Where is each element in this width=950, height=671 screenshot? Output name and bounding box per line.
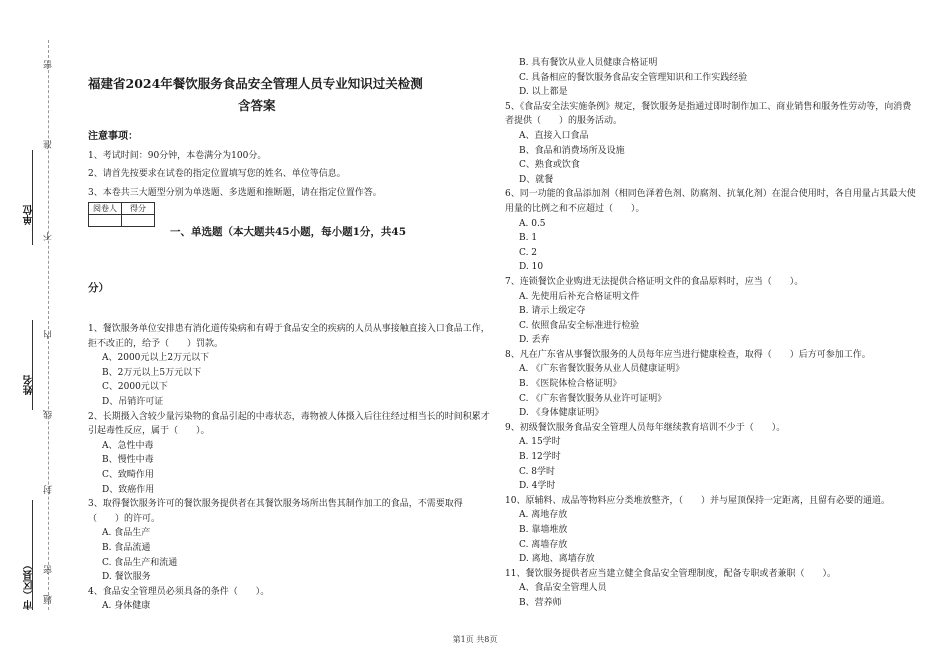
question-option: A、急性中毒 <box>102 440 154 451</box>
seal-char: 准 <box>44 140 54 149</box>
question-option: D、吊销许可证 <box>102 396 164 407</box>
question-item <box>505 100 920 188</box>
exam-title-suffix: 含答案 <box>238 98 276 113</box>
question-option: A、食品安全管理人员 <box>519 583 607 594</box>
question-option: D. 10 <box>519 262 544 273</box>
right-question-list <box>505 56 920 611</box>
question-item <box>505 494 920 567</box>
notice-item: 1、考试时间：90分钟，本卷满分为100分。 <box>88 150 267 161</box>
question-option: A. 《广东省餐饮服务从业人员健康证明》 <box>519 364 685 375</box>
question-text: 4、食品安全管理员必须具备的条件（ ）。 <box>88 586 270 597</box>
field-underline-unit <box>32 150 33 245</box>
question-option: D. 以上都是 <box>519 87 568 98</box>
question-option: D. 《身体健康证明》 <box>519 408 604 419</box>
seal-char: 内 <box>44 330 54 339</box>
question-option: C、2000元以下 <box>102 382 168 393</box>
question-text: 8、凡在广东省从事餐饮服务的人员每年应当进行健康检查，取得（ ）后方可参加工作。 <box>505 349 871 360</box>
binding-margin <box>0 0 80 671</box>
question-option: B、食品和消费场所及设施 <box>519 145 625 156</box>
exam-title: 福建省2024年餐饮服务食品安全管理人员专业知识过关检测 <box>88 76 423 91</box>
question-option: C. 离墙存放 <box>519 539 568 550</box>
seal-char-top: 密 <box>44 60 54 69</box>
question-item <box>505 421 920 494</box>
seal-char: 线 <box>44 410 54 419</box>
question-option: B. 具有餐饮从业人员健康合格证明 <box>519 58 658 68</box>
field-underline-district <box>32 500 33 610</box>
question-option: A. 离地存放 <box>519 510 568 521</box>
section-heading-tail: 分） <box>88 282 109 294</box>
question-option: C、致畸作用 <box>102 469 154 480</box>
left-question-list <box>88 322 490 614</box>
question-item <box>88 410 490 498</box>
section-heading: 一、单选题（本大题共45小题，每小题1分，共45 <box>170 226 407 238</box>
question-option: D. 离地、离墙存放 <box>519 554 595 565</box>
question-text: 6、同一功能的食品添加剂（相同色泽着色剂、防腐剂、抗氧化剂）在混合使用时，各自用量占其最大使用量的比例之和不应超过（ ）。 <box>505 189 916 214</box>
question-item <box>88 322 490 410</box>
question-option: C. 2 <box>519 247 538 258</box>
question-option: C. 8学时 <box>519 466 556 477</box>
score-table-cell-grader[interactable] <box>89 215 122 227</box>
question-option: A. 先使用后补充合格证明文件 <box>519 291 640 302</box>
question-item <box>88 497 490 585</box>
question-option: D. 餐饮服务 <box>102 572 151 583</box>
question-text: 11、餐饮服务提供者应当建立健全食品安全管理制度，配备专职或者兼职（ ）。 <box>505 568 836 579</box>
question-text: 7、连锁餐饮企业购进无法提供合格证明文件的食品原料时，应当（ ）。 <box>505 276 804 287</box>
question-item <box>88 585 490 614</box>
question-text: 5、《食品安全法实施条例》规定，餐饮服务是指通过即时制作加工、商业销售和服务性劳动等，向消费者提供（ ）的服务活动。 <box>505 101 912 127</box>
seal-char: 封 <box>44 485 54 494</box>
question-option: B. 1 <box>519 233 538 244</box>
question-text: 9、初级餐饮服务食品安全管理人员每年继续教育培训不少于（ ）。 <box>505 422 786 433</box>
question-option: B. 12学时 <box>519 452 561 463</box>
question-option: B、营养师 <box>519 597 562 608</box>
field-label-district: 市（区县） <box>24 560 35 610</box>
score-table-header-grader: 阅卷人 <box>89 203 122 215</box>
question-option: D、就餐 <box>519 174 554 185</box>
question-option: A. 15学时 <box>519 437 561 448</box>
field-underline-name <box>32 320 33 410</box>
field-label-unit: 单位 <box>24 205 35 225</box>
question-option: D、致癌作用 <box>102 484 155 495</box>
question-option: A. 身体健康 <box>102 601 151 612</box>
question-option: D. 丢弃 <box>519 335 550 346</box>
question-option: B. 请示上级定夺 <box>519 306 586 317</box>
seal-char: 密 <box>44 565 54 574</box>
question-option: A. 食品生产 <box>102 528 151 539</box>
question-option: B. 食品流通 <box>102 542 151 553</box>
score-table <box>88 202 155 227</box>
notice-heading: 注意事项： <box>88 131 138 142</box>
question-option: A、2000元以上2万元以下 <box>102 353 210 364</box>
question-option: B、慢性中毒 <box>102 455 154 466</box>
exam-header <box>88 74 490 200</box>
question-option: A. 0.5 <box>519 218 546 229</box>
question-item <box>505 567 920 611</box>
binding-dashed-line <box>48 40 49 610</box>
page-number: 第1页 共8页 <box>452 635 498 644</box>
question-text: 1、餐饮服务单位安排患有消化道传染病和有碍于食品安全的疾病的人员从事接触直接入口食品工作，拒不改正的，给予（ ）罚款。 <box>88 324 490 349</box>
score-table-cell-score[interactable] <box>122 215 155 227</box>
seal-char: 题 <box>44 595 54 604</box>
question-option: C. 具备相应的餐饮服务食品安全管理知识和工作实践经验 <box>519 72 748 83</box>
notice-item: 2、请首先按要求在试卷的指定位置填写您的姓名、单位等信息。 <box>88 169 346 180</box>
question-item <box>505 348 920 421</box>
question-option: C、熟食或饮食 <box>519 160 580 171</box>
question-option: C. 《广东省餐饮服务从业许可证明》 <box>519 393 667 404</box>
notice-item: 3、本卷共三大题型分别为单选题、多选题和推断题，请在指定位置作答。 <box>88 187 382 198</box>
field-label-name: 姓名 <box>24 375 35 395</box>
question-option: C. 依照食品安全标准进行检验 <box>519 320 640 331</box>
question-option: C. 食品生产和流通 <box>102 557 178 568</box>
question-option: B. 靠墙堆放 <box>519 525 568 535</box>
question-item <box>505 275 920 348</box>
question-text: 10、原辅料、成品等物料应分类堆放整齐，（ ）并与屋顶保持一定距离，且留有必要的通道。 <box>505 495 890 506</box>
score-table-header-score: 得分 <box>122 203 155 215</box>
question-option: B. 《医院体检合格证明》 <box>519 379 622 390</box>
question-option: A、直接入口食品 <box>519 130 589 141</box>
question-item <box>505 187 920 275</box>
question-text: 3、取得餐饮服务许可的餐饮服务提供者在其餐饮服务场所出售其制作加工的食品，不需要取得（ ）的许可。 <box>88 499 463 524</box>
seal-char: 不 <box>44 232 54 241</box>
question-text: 2、长期摄入含较少量污染物的食品引起的中毒状态，毒物被人体摄入后往往经过相当长的时间积累才引起毒性反应，属于（ ）。 <box>88 411 490 437</box>
question-option: D. 4学时 <box>519 481 556 492</box>
question-option: B、2万元以上5万元以下 <box>102 367 202 378</box>
